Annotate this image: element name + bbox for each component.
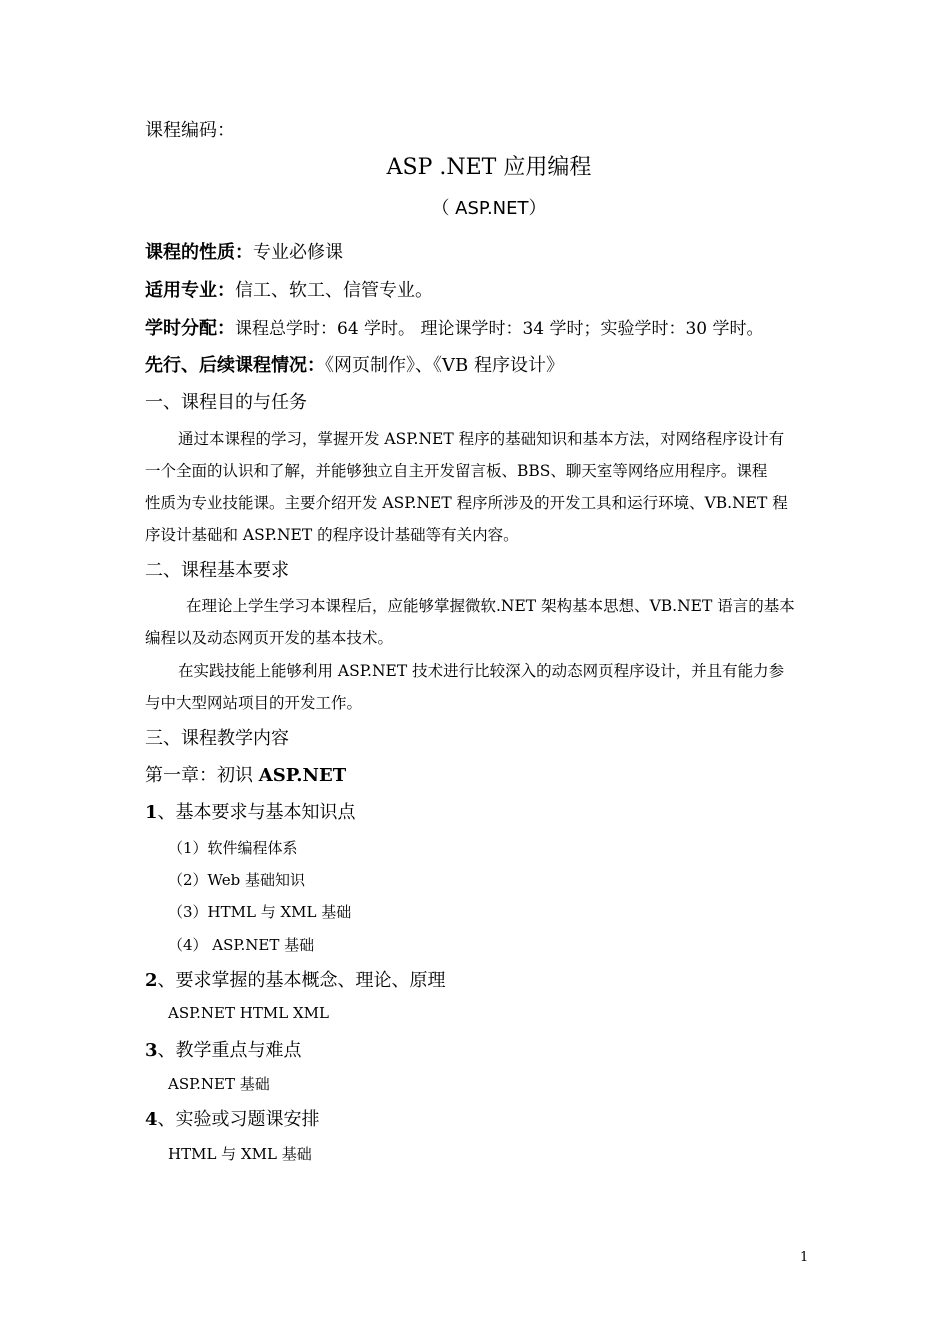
item-title: 、基本要求与基本知识点 (157, 802, 356, 823)
sub-item: ASP.NET HTML XML (168, 1004, 329, 1022)
section2-heading: 二、课程基本要求 (145, 560, 289, 581)
info-hours (145, 314, 764, 340)
section2-line: 在实践技能上能够利用 ASP.NET 技术进行比较深入的动态网页程序设计，并且有能力参 (178, 662, 785, 680)
sub-item: ASP.NET 基础 (168, 1075, 270, 1093)
sub-item: （3）HTML 与 XML 基础 (168, 903, 352, 921)
sub-item: （2）Web 基础知识 (168, 871, 305, 889)
item-title: 、要求掌握的基本概念、理论、原理 (157, 970, 446, 991)
info-label: 课程的性质： (145, 242, 253, 263)
section1-line: 性质为专业技能课。主要介绍开发 ASP.NET 程序所涉及的开发工具和运行环境、VB.NET 程 (145, 494, 788, 512)
info-value: 专业必修课 (253, 242, 343, 263)
section2-line: 与中大型网站项目的开发工作。 (145, 694, 363, 712)
sub-item: （1）软件编程体系 (168, 839, 298, 857)
info-value: 《网页制作》、《VB 程序设计》 (325, 355, 564, 376)
info-label: 先行、后续课程情况： (145, 355, 325, 376)
section1-heading: 一、课程目的与任务 (145, 392, 307, 413)
info-major (145, 276, 433, 302)
section1-line: 序设计基础和 ASP.NET 的程序设计基础等有关内容。 (145, 526, 519, 544)
info-value: 信工、软工、信管专业。 (235, 280, 433, 301)
item-number: 3 (145, 1040, 158, 1061)
item-heading (145, 798, 356, 824)
chapter-heading (145, 761, 346, 787)
item-heading (145, 966, 446, 992)
info-nature (145, 238, 343, 264)
section3-heading: 三、课程教学内容 (145, 728, 289, 749)
info-label: 适用专业： (145, 280, 235, 301)
item-heading (145, 1036, 302, 1062)
sub-item: （4） ASP.NET 基础 (168, 936, 315, 954)
sub-item: HTML 与 XML 基础 (168, 1145, 312, 1163)
item-title: 、实验或习题课安排 (157, 1109, 320, 1130)
course-code-label: 课程编码： (145, 120, 235, 141)
section1-line: 一个全面的认识和了解，并能够独立自主开发留言板、BBS、聊天室等网络应用程序。课程 (145, 462, 768, 480)
item-number: 4 (145, 1109, 158, 1130)
course-subtitle: （ ASP.NET） (431, 198, 547, 219)
item-number: 2 (145, 970, 158, 991)
item-title: 、教学重点与难点 (157, 1040, 302, 1061)
info-prereq (145, 351, 564, 377)
item-number: 1 (145, 802, 158, 823)
section2-line: 编程以及动态网页开发的基本技术。 (145, 629, 394, 647)
chapter-name: ASP.NET (258, 765, 347, 786)
chapter-prefix: 第一章：初识 (145, 765, 259, 786)
item-heading (145, 1105, 320, 1131)
section1-line: 通过本课程的学习，掌握开发 ASP.NET 程序的基础知识和基本方法，对网络程序设计有 (178, 430, 785, 448)
info-value: 课程总学时：64 学时。 理论课学时：34 学时；实验学时：30 学时。 (235, 319, 764, 339)
info-label: 学时分配： (145, 318, 235, 339)
section2-line: 在理论上学生学习本课程后，应能够掌握微软.NET 架构基本思想、VB.NET 语言的基本 (186, 597, 795, 615)
page-number: 1 (800, 1250, 809, 1265)
course-title: ASP .NET 应用编程 (386, 155, 592, 180)
